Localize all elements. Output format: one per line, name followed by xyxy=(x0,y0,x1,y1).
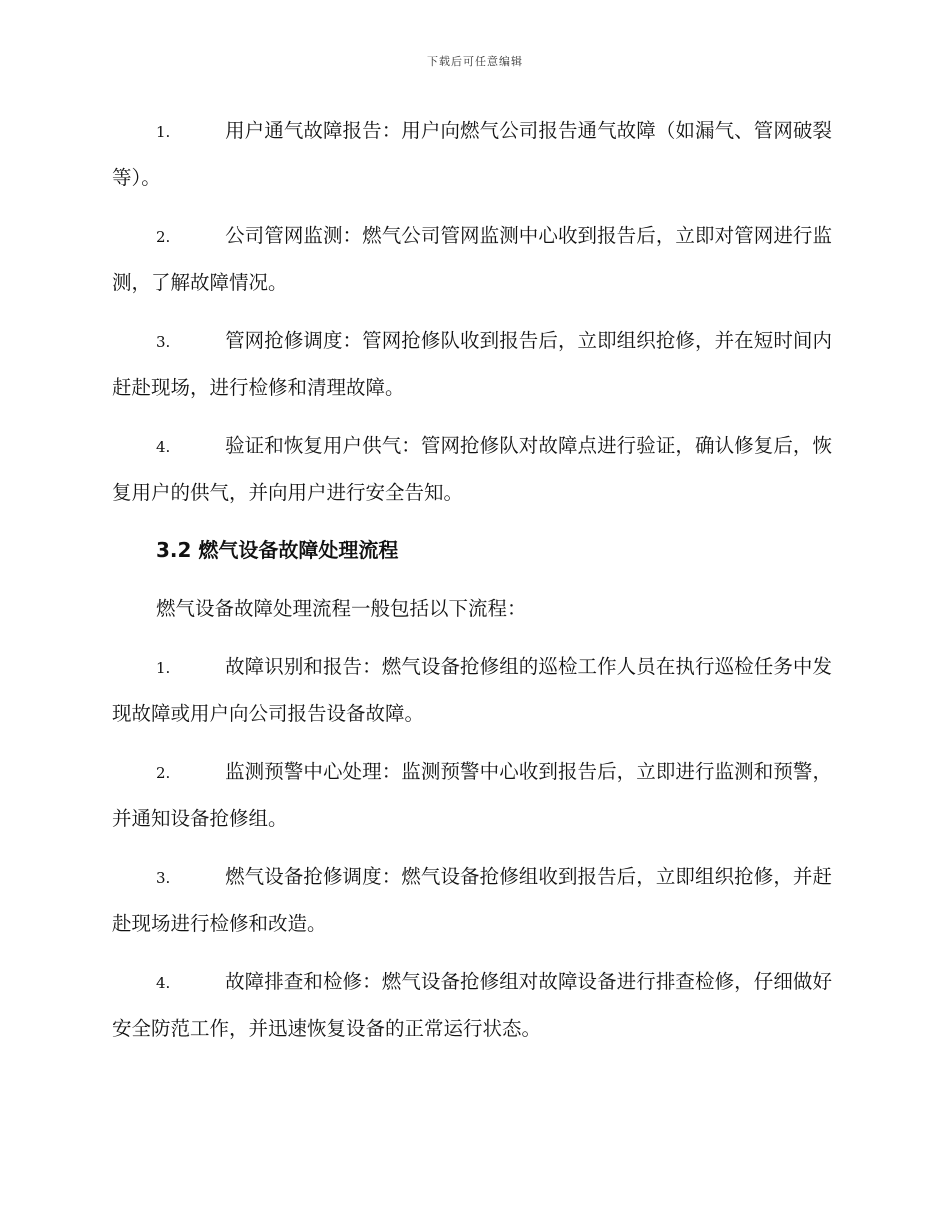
list-number: 3. xyxy=(156,333,171,351)
list-item xyxy=(112,108,832,200)
document-body xyxy=(112,108,832,1064)
list-item xyxy=(112,854,832,946)
page-header: 下载后可任意编辑 xyxy=(427,55,523,68)
list-item xyxy=(112,749,832,841)
list-number: 1. xyxy=(156,659,171,677)
list-text: 公司管网监测：燃气公司管网监测中心收到报告后，立即对管网进行监测，了解故障情况。 xyxy=(112,224,832,294)
list-number: 2. xyxy=(156,228,171,246)
list-text: 监测预警中心处理：监测预警中心收到报告后，立即进行监测和预警，并通知设备抢修组。 xyxy=(112,760,832,830)
list-item xyxy=(112,959,832,1051)
list-number: 3. xyxy=(156,869,171,887)
list-item xyxy=(112,318,832,410)
list-number: 1. xyxy=(156,123,171,141)
list-text: 管网抢修调度：管网抢修队收到报告后，立即组织抢修，并在短时间内赶赴现场，进行检修和清理故障。 xyxy=(112,329,832,399)
section-heading: 3.2 燃气设备故障处理流程 xyxy=(156,538,399,562)
section-intro: 燃气设备故障处理流程一般包括以下流程： xyxy=(156,597,527,620)
list-item xyxy=(112,423,832,515)
list-text: 用户通气故障报告：用户向燃气公司报告通气故障（如漏气、管网破裂等）。 xyxy=(112,119,832,189)
list-item xyxy=(112,644,832,736)
list-number: 4. xyxy=(156,438,171,456)
list-number: 4. xyxy=(156,974,171,992)
list-item xyxy=(112,213,832,305)
list-text: 故障排查和检修：燃气设备抢修组对故障设备进行排查检修，仔细做好安全防范工作，并迅速恢复设备的正常运行状态。 xyxy=(112,970,832,1040)
list-text: 燃气设备抢修调度：燃气设备抢修组收到报告后，立即组织抢修，并赶赴现场进行检修和改造。 xyxy=(112,865,832,935)
list-text: 故障识别和报告：燃气设备抢修组的巡检工作人员在执行巡检任务中发现故障或用户向公司报告设备故障。 xyxy=(112,655,832,725)
list-text: 验证和恢复用户供气：管网抢修队对故障点进行验证，确认修复后，恢复用户的供气，并向用户进行安全告知。 xyxy=(112,434,832,504)
list-number: 2. xyxy=(156,764,171,782)
